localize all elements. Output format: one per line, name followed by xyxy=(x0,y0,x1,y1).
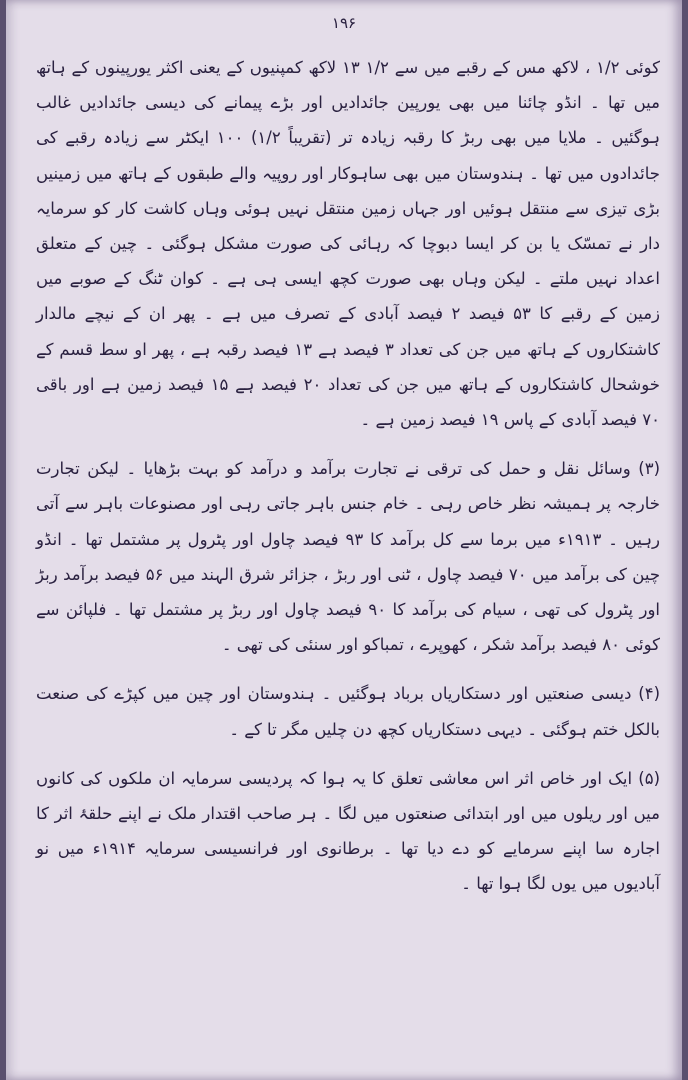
page-body xyxy=(36,50,660,902)
book-page xyxy=(6,0,682,1080)
paragraph-land-ownership: کوئی ۱/۲ ، لاکھ مس کے رقبے میں سے ۱/۲ ۱۳ لاکھ کمپنیوں کے یعنی اکثر یورپینوں کے ہاتھ میں تھا ۔ انڈو چائنا میں بھی یورپین جائدادیں اور بڑے پیمانے کی دیسی جائدادیں غالب ہوگئیں ۔ ملایا میں بھی ربڑ کا رقبہ زیادہ تر (تقریباً ۱/۲) ۱۰۰ ایکٹر سے زیادہ رقبے کی جائدادوں میں تھا ۔ ہندوستان میں بھی ساہوکار اور روپیہ والے طبقوں کے ہاتھ میں زمینیں بڑی تیزی سے منتقل ہوئیں اور جہاں زمین منتقل نہیں ہوئی وہاں کاشت کار کو سرمایہ دار نے تمسّک یا بن کر ایسا دبوچا کہ رہائی کی صورت مشکل ہوگئی ۔ چین کے متعلق اعداد نہیں ملتے ۔ لیکن وہاں بھی صورت کچھ ایسی ہی ہے ۔ کوان ٹنگ کے صوبے میں زمین کے رقبے کا ۵۳ فیصد ۲ فیصد آبادی کے تصرف میں ہے ۔ پھر ان کے نیچے مالدار کاشتکاروں کے ہاتھ میں جن کی تعداد ۳ فیصد ہے ۱۳ فیصد رقبہ ہے ، پھر او سط قسم کے خوشحال کاشتکاروں کے ہاتھ میں جن کی تعداد ۲۰ فیصد ہے ۱۵ فیصد زمین ہے اور باقی ۷۰ فیصد آبادی کے پاس ۱۹ فیصد زمین ہے ۔ xyxy=(36,58,661,430)
paragraph-industries: (۴) دیسی صنعتیں اور دستکاریاں برباد ہوگئیں ۔ ہندوستان اور چین میں کپڑے کی صنعت بالکل ختم ہوگئی ۔ دیہی دستکاریاں کچھ دن چلیں مگر تا کے ۔ xyxy=(36,684,660,739)
page-number: ۱۹۶ xyxy=(331,14,357,32)
paragraph-foreign-capital: (۵) ایک اور خاص اثر اس معاشی تعلق کا یہ ہوا کہ پردیسی سرمایہ ان ملکوں کی کانوں میں اور ریلوں میں اور ابتدائی صنعتوں میں لگا ۔ ہر صاحب اقتدار ملک نے اپنے حلقۂ اثر کا اجارہ سا اپنے سرمایے کو دے دیا تھا ۔ برطانوی اور فرانسیسی سرمایہ ۱۹۱۴ء میں نو آبادیوں میں یوں لگا ہوا تھا ۔ xyxy=(36,768,660,894)
paragraph-trade: (۳) وسائل نقل و حمل کی ترقی نے تجارت برآمد و درآمد کو بہت بڑھایا ۔ لیکن تجارت خارجہ پر ہمیشہ نظر خاص رہی ۔ خام جنس باہر جاتی رہی اور مصنوعات باہر سے آتی رہیں ۔ ۱۹۱۳ء میں برما سے کل برآمد کا ۹۳ فیصد چاول اور پٹرول پر مشتمل تھا ۔ انڈو چین کی برآمد میں ۷۰ فیصد چاول ، ٹنی اور ربڑ ، جزائر شرق الہند میں ۵۶ فیصد برآمد ربڑ اور پٹرول کی تھی ، سیام کی برآمد کا ۹۰ فیصد چاول اور ربڑ پر مشتمل تھا ۔ فلپائن سے کوئی ۸۰ فیصد برآمد شکر ، کھوپرے ، تمباکو اور سنئی کی تھی ۔ xyxy=(36,459,661,655)
